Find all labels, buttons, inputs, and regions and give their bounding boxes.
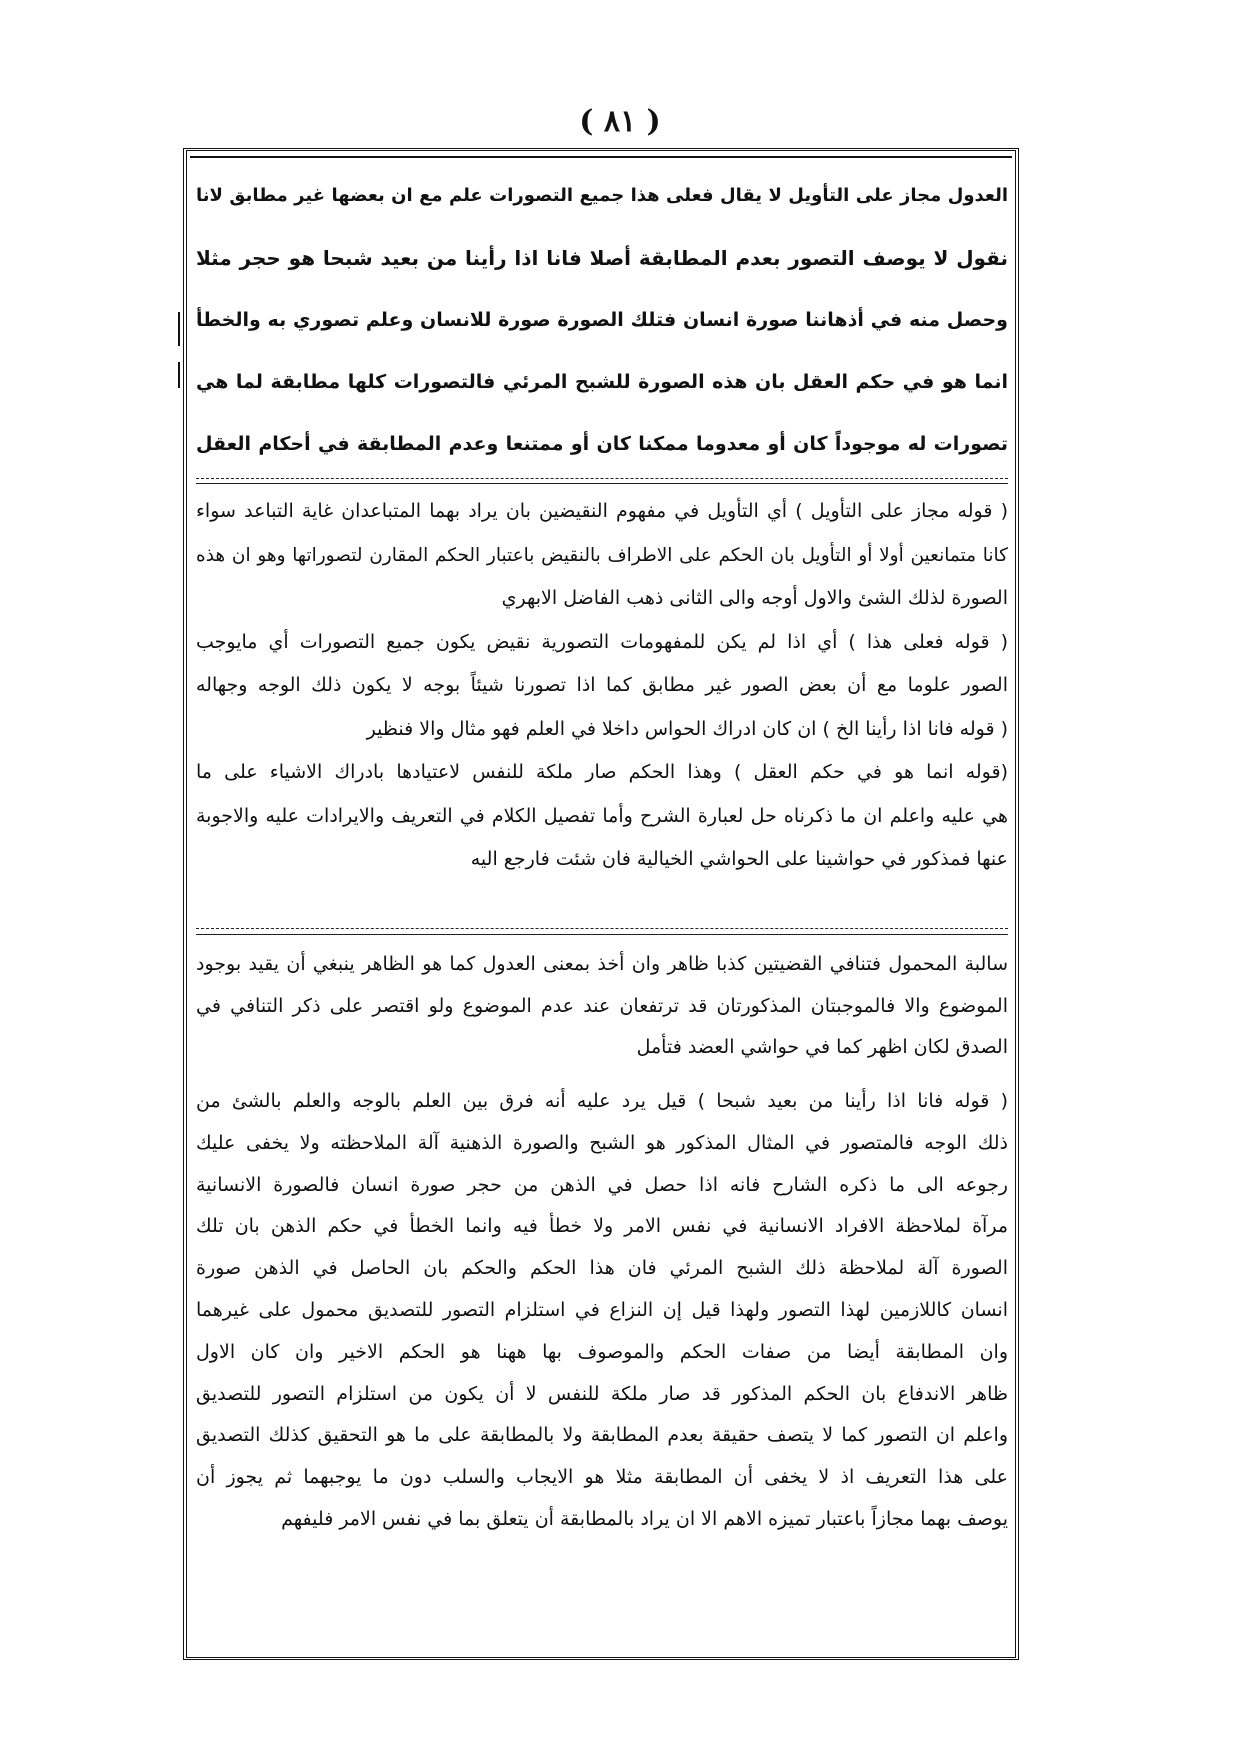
- gloss-line: ظاهر الاندفاع بان الحكم المذكور قد صار ملكة للنفس لا أن يكون من استلزام التصور للتصديق: [196, 1382, 1008, 1405]
- main-text-line: العدول مجاز على التأويل لا يقال فعلى هذا جميع التصورات علم مع ان بعضها غير مطابق لانا: [196, 185, 1008, 206]
- gloss-line: انسان كاللازمين لهذا التصور ولهذا قيل إن النزاع في استلزام التصور للتصديق محمول على غيرهما: [196, 1298, 1008, 1321]
- gloss-line: ( قوله فعلى هذا ) أي اذا لم يكن للمفهومات التصورية نقيض يكون جميع التصورات أي مايوجب: [196, 630, 1008, 653]
- gloss-line: ( قوله فانا اذا رأينا من بعيد شبحا ) قيل يرد عليه أنه فرق بين العلم بالوجه والعلم بالشئ من: [196, 1090, 1008, 1112]
- main-text-line: تصورات له موجوداً كان أو معدوما ممكنا كان أو ممتنعا وعدم المطابقة في أحكام العقل: [196, 433, 1008, 455]
- frame-top-rule: [190, 156, 1012, 158]
- gloss-line: الصور علوما مع أن بعض الصور غير مطابق كما اذا تصورنا شيئاً بوجه لا يكون ذلك الوجه وجهاله: [196, 674, 1008, 696]
- gloss-line: (قوله انما هو في حكم العقل ) وهذا الحكم صار ملكة للنفس لاعتيادها بادراك الاشياء على ما: [196, 761, 1008, 783]
- main-text-line: وحصل منه في أذهاننا صورة انسان فتلك الصورة صورة للانسان وعلم تصوري به والخطأ: [196, 309, 1008, 331]
- main-text-line: نقول لا يوصف التصور بعدم المطابقة أصلا فانا اذا رأينا من بعيد شبحا هو حجر مثلا: [196, 246, 1008, 270]
- gloss-line: الموضوع والا فالموجبتان المذكورتان قد ترتفعان عند عدم الموضوع ولو اقتصر على ذكر التنافي في: [196, 994, 1008, 1017]
- gloss-line: مرآة لملاحظة الافراد الانسانية في نفس الامر ولا خطأ فيه وانما الخطأ في حكم الذهن بان تلك: [196, 1215, 1008, 1238]
- gloss-line: وان المطابقة أيضا من صفات الحكم والموصوف بها ههنا هو الحكم الاخير وان كان الاول: [196, 1340, 1008, 1363]
- section-divider: [196, 478, 1008, 479]
- gloss-line: كانا متمانعين أولا أو التأويل بان الحكم على الاطراف بالنقيض باعتبار الحكم المقارن لتصوراتها وهو ان هذه: [196, 544, 1008, 566]
- gloss-line: ( قوله مجاز على التأويل ) أي التأويل في مفهوم النقيضين بان يراد بهما المتباعدان غاية التباعد سواء: [196, 500, 1008, 522]
- gloss-line: يوصف بهما مجازاً باعتبار تميزه الاهم الا ان يراد بالمطابقة أن يتعلق بما في نفس الامر فليفهم: [281, 1507, 1008, 1530]
- gloss-line: الصورة آلة لملاحظة ذلك الشبح المرئي فان هذا الحكم والحكم بان الحاصل في الذهن صورة: [196, 1257, 1008, 1280]
- gloss-line: هي عليه واعلم ان ما ذكرناه حل لعبارة الشرح وأما تفصيل الكلام في التعريف والايرادات عليه والاجوبة: [196, 804, 1008, 827]
- gloss-section: [196, 490, 1008, 882]
- gloss-line: واعلم ان التصور كما لا يتصف حقيقة بعدم المطابقة ولا بالمطابقة على ما هو التحقيق كذلك التصديق: [196, 1424, 1008, 1447]
- gloss-section: [196, 944, 1008, 1069]
- section-divider: [196, 928, 1008, 929]
- gloss-line: على هذا التعريف اذ لا يخفى أن المطابقة مثلا هو الايجاب والسلب دون ما يوجبهما ثم يجوز أن: [196, 1466, 1008, 1489]
- gloss-section: [196, 1081, 1008, 1541]
- section-divider: [196, 483, 1008, 484]
- margin-mark: [178, 362, 180, 388]
- gloss-line: الصورة لذلك الشئ والاول أوجه والى الثانى ذهب الفاضل الابهري: [501, 587, 1008, 609]
- page-number: ( ٨١ ): [579, 104, 661, 139]
- gloss-line: سالبة المحمول فتنافي القضيتين كذبا ظاهر وان أخذ بمعنى العدول كما هو الظاهر ينبغي أن يقيد بوجود: [196, 953, 1008, 975]
- gloss-line: رجوعه الى ما ذكره الشارح فانه اذا حصل في الذهن من حجر صورة انسان فالصورة الانسانية: [196, 1173, 1008, 1196]
- gloss-line: الصدق لكان اظهر كما في حواشي العضد فتأمل: [636, 1036, 1008, 1058]
- main-text: [196, 165, 1008, 475]
- gloss-line: ذلك الوجه فالمتصور في المثال المذكور هو الشبح والصورة الذهنية آلة الملاحظته ولا يخفى عليك: [196, 1131, 1008, 1154]
- main-text-line: انما هو في حكم العقل بان هذه الصورة للشبح المرئي فالتصورات كلها مطابقة لما هي: [196, 371, 1008, 393]
- section-divider: [196, 934, 1008, 935]
- margin-mark: [178, 312, 180, 346]
- gloss-line: عنها فمذكور في حواشينا على الحواشي الخيالية فان شئت فارجع اليه: [470, 848, 1008, 870]
- gloss-line: ( قوله فانا اذا رأينا الخ ) ان كان ادراك الحواس داخلا في العلم فهو مثال والا فنظير: [366, 717, 1008, 740]
